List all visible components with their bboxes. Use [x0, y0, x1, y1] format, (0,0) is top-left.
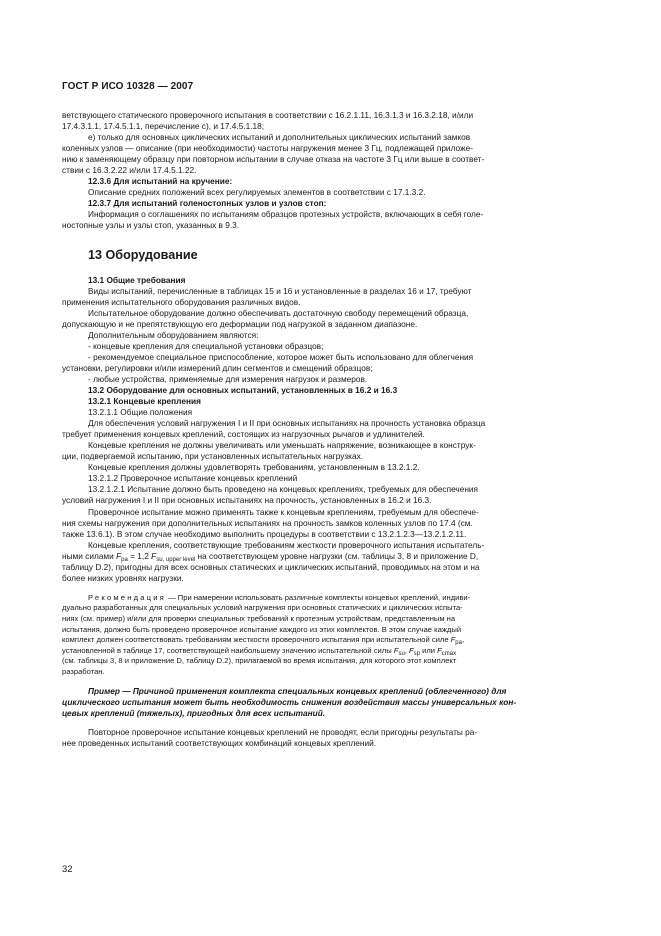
text-line: Виды испытаний, перечисленные в таблицах 15 и 16 и установленные в разделах 16 и 17, требуют [88, 285, 472, 296]
text-line: Информация о соглашениях по испытаниям образцов протезных устройств, включающих в себя голе- [88, 209, 484, 220]
symbol-f: F [151, 550, 157, 561]
text-fragment: на соответствующем уровне нагрузки (см. таблицы 3, 8 и приложение D, [195, 550, 479, 561]
example-line: цевых креплений (тяжелых), пригодных для всех испытаний. [62, 707, 326, 718]
subsection-heading-12-3-7: 12.3.7 Для испытаний голеностопных узлов и узлов стоп: [88, 198, 327, 209]
text-line: Описание средних положений всех регулируемых элементов в соответствии с 17.1.3.2. [88, 187, 426, 198]
symbol-f: F [450, 635, 456, 645]
section-number: 13 [88, 247, 103, 262]
text-line: Концевые крепления, соответствующие требованиям жесткости проверочного испытания испытатель- [88, 539, 485, 550]
subsection-heading-13-1: 13.1 Общие требования [88, 274, 186, 285]
text-line: Концевые крепления должны удовлетворять требованиям, установленным в 13.2.1.2. [88, 462, 420, 473]
note-line: разработан. [62, 666, 105, 676]
text-line: 13.2.1.2.1 Испытание должно быть проведено на концевых креплениях, требуемых для обеспечения [88, 484, 479, 495]
closing-paragraph [62, 727, 595, 749]
subscript: su [398, 650, 405, 657]
text-fragment: — При намерении использовать различные комплекты концевых креплений, индиви- [165, 592, 471, 602]
standard-header: ГОСТ Р ИСО 10328 — 2007 [62, 81, 194, 92]
note-line [62, 593, 595, 604]
example-line: циклического испытания может быть необходимость снижения воздействия массы универсальных кон- [62, 696, 517, 707]
symbol-f: F [409, 645, 414, 655]
text-line: ния схемы нагружения при дополнительных испытаниях на прочность замков коленных узлов по 17.4 (см. [62, 517, 473, 528]
text-line: более низких уровнях нагрузки. [62, 572, 184, 583]
recommendation-note [62, 593, 595, 678]
text-fragment: , [461, 635, 465, 645]
note-line: (см. таблицы 3, 8 и приложение D, таблицу D.2), прилагаемой во время испытания, для которого этот комплект [62, 656, 457, 666]
text-line: Испытательное оборудование должно обеспечивать достаточную свободу перемещений образца, [88, 307, 469, 318]
section-heading: Оборудование [105, 247, 198, 262]
text-line: 13.2.1.2 Проверочное испытание концевых креплений [88, 473, 298, 484]
subscript: su, upper level [156, 556, 196, 563]
text-fragment: комплект должен соответствовать требованиям жесткости проверочного испытания при испытательной силе [62, 635, 451, 645]
subscript: sp [413, 650, 420, 657]
text-fragment: или [420, 645, 438, 655]
text-line: установки, регулировки и/или измерений длин сегментов и смещений образцов; [62, 362, 373, 373]
subsection-heading-13-2-1: 13.2.1 Концевые крепления [88, 396, 201, 407]
subscript: cmax [441, 650, 457, 657]
text-line: условий нагружения I и II при основных испытаниях на прочность, установленных в 16.2 и 16.3. [62, 495, 432, 506]
subsection-heading-12-3-6: 12.3.6 Для испытаний на кручение: [88, 176, 233, 187]
text-line: 17.4.3.1.1, 17.4.5.1.1, перечисление с), и 17.4.5.1.18; [62, 121, 265, 132]
text-line: Концевые крепления не должны увеличивать или уменьшать напряжение, возникающее в конструк- [88, 440, 476, 451]
text-fragment: ными силами [62, 550, 117, 561]
text-line: Дополнительным оборудованием являются: [88, 329, 259, 340]
list-item: - рекомендуемое специальное приспособление, которое может быть использовано для облегчения [88, 351, 474, 362]
text-line: нию к заменяющему образцу при повторном испытании в случае отказа на частоте 3 Гц или выше в соответ- [62, 154, 485, 165]
example-block [62, 686, 595, 719]
symbol-f: F [116, 550, 122, 561]
list-item: - концевые крепления для специальной установки образцов; [88, 340, 324, 351]
note-line: дуально разработанных для специальных условий нагружения при основных статических и циклических испыта- [62, 603, 463, 613]
page-number: 32 [62, 864, 73, 875]
text-line: нее проведенных испытаний соответствующих комбинаций концевых креплений. [62, 737, 377, 748]
subscript: pa [455, 640, 462, 647]
text-line-formula [62, 551, 595, 562]
text-line: требует применения концевых креплений, состоящих из нагрузочных рычагов и удлинителей. [62, 429, 425, 440]
text-line: Повторное проверочное испытание концевых креплений не проводят, если пригодны результаты ра- [88, 726, 478, 737]
section-title [88, 248, 595, 262]
document-body [62, 110, 595, 749]
text-line: также 13.6.1). В этом случае необходимо выполнить процедуры в соответствии с 13.2.1.2.3—13.2.1.2.11. [62, 528, 467, 539]
subscript: pa [121, 556, 128, 563]
text-line: коленных узлов — описание (при необходимости) частоты нагружения менее 3 Гц, подлежащей приложе- [62, 143, 473, 154]
text-line: ветствующего статического проверочного испытания в соответствии с 16.2.1.11, 16.3.1.3 и 16.3.2.18, и/или [62, 110, 474, 120]
text-fragment: = 1,2 [127, 550, 152, 561]
example-line: Пример — Причиной применения комплекта специальных концевых креплений (облегченного) для [88, 685, 507, 696]
text-line: применения испытательного оборудования различных видов. [62, 296, 301, 307]
text-line: е) только для основных циклических испытаний и дополнительных циклических испытаний замков [88, 132, 471, 143]
text-line: Проверочное испытание можно применять также к концевым креплениям, требуемым для обеспече- [88, 506, 479, 517]
note-line [62, 646, 595, 657]
symbol-f: F [393, 645, 399, 655]
text-line: таблицу D.2), пригодны для всех основных статических и циклических испытаний, проводимых на этом и на [62, 561, 480, 572]
symbol-f: F [437, 645, 442, 655]
text-line: Для обеспечения условий нагружения I и II при основных испытаниях на прочность установка образца [88, 418, 486, 429]
text-line: допускающую и не препятствующую его деформации под нагрузкой в заданном диапазоне. [62, 318, 418, 329]
note-label: Рекомендация [88, 592, 166, 602]
text-line: ции, подвергаемой испытанию, при установленных испытательных нагрузках. [62, 451, 364, 462]
text-line: ностопные узлы и узлы стоп, указанных в 9.3. [62, 220, 240, 231]
subsection-heading-13-2: 13.2 Оборудование для основных испытаний, установленных в 16.2 и 16.3 [88, 384, 398, 395]
note-line [62, 635, 595, 646]
text-fragment: установленной в таблице 17, соответствующей наибольшему значению испытательной силы [62, 645, 394, 655]
list-item: - любые устройства, применяемые для измерения нагрузок и размеров. [88, 373, 368, 384]
text-fragment: , [404, 645, 410, 655]
note-line: испытания, должно быть проведено проверочное испытание каждого из этих комплектов. В этом случае каждый [62, 624, 462, 634]
note-line: ниях (см. пример) и/или для проверки специальных требований к протезным устройствам, представленным на [62, 614, 456, 624]
text-line: ствии с 16.3.2.22 и/или 17.4.5.1.22. [62, 165, 197, 176]
text-line: 13.2.1.1 Общие положения [88, 407, 193, 418]
